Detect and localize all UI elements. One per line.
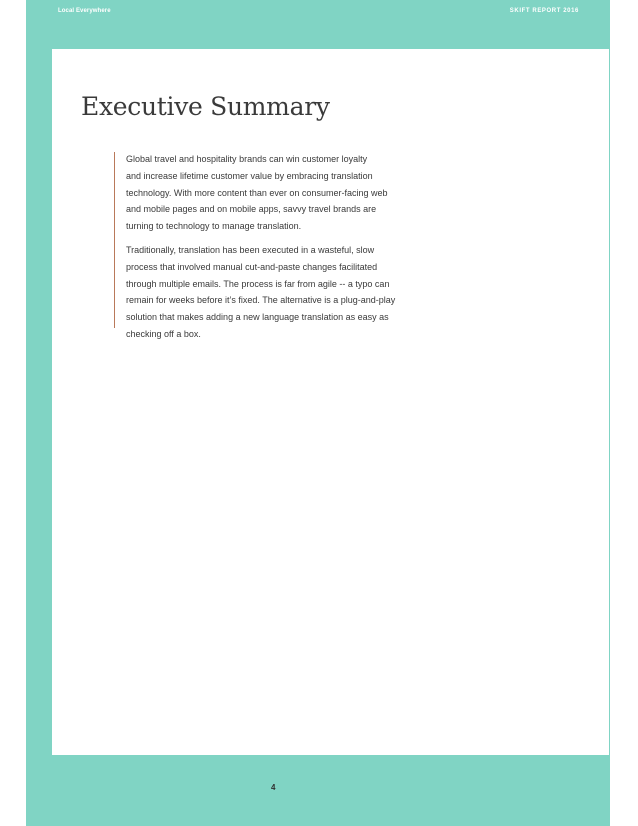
accent-rule — [114, 152, 115, 328]
summary-paragraph-2: Traditionally, translation has been executed in a wasteful, slow process that involved manual cut-and-paste changes facilitated through multiple emails. The process is far from agile -- a typo can remain for weeks before it’s fixed. The alternative is a plug-and-play solution that makes adding a new language translation as easy as checking off a box. — [126, 244, 396, 339]
section-label: Local Everywhere — [58, 8, 111, 14]
summary-paragraph-1: Global travel and hospitality brands can win customer loyalty and increase lifetime customer value by embracing translation technology. With more content than ever on consumer-facing web and mobile pages and on mobile apps, savvy travel brands are turning to technology to manage translation. — [126, 154, 388, 232]
content-panel — [52, 49, 609, 755]
report-label: SKIFT REPORT 2016 — [509, 8, 579, 14]
summary-body — [126, 151, 476, 350]
page-number: 4 — [271, 783, 276, 792]
page-frame — [26, 0, 610, 826]
page-title: Executive Summary — [81, 92, 330, 121]
